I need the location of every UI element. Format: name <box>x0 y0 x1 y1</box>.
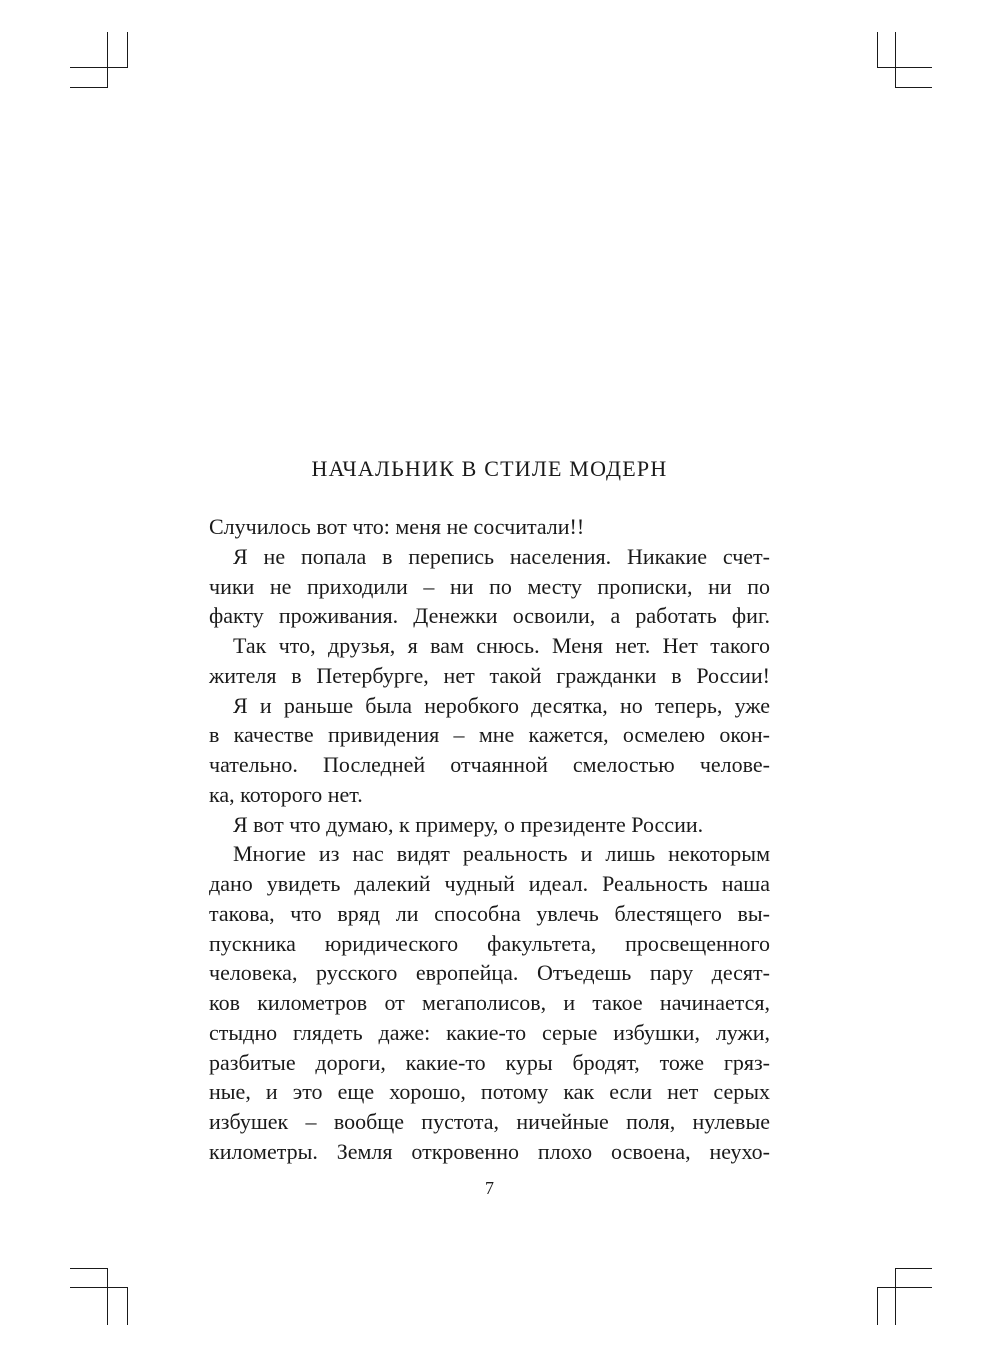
crop-mark-top-left-vertical-outer <box>127 32 128 67</box>
text-line: Случилось вот что: меня не сосчитали!! <box>209 514 585 539</box>
crop-mark-bottom-left-horizontal-outer <box>70 1287 128 1288</box>
text-line: Так что, друзья, я вам снюсь. Меня нет. Нет такого <box>233 633 770 658</box>
body-text <box>209 512 770 1167</box>
text-line: Я не попала в перепись населения. Никакие счет- <box>233 543 770 569</box>
text-line: разбитые дороги, какие-то куры бродят, тоже гряз- <box>209 1049 770 1075</box>
text-line: факту проживания. Денежки освоили, а работать фиг. <box>209 603 770 629</box>
text-line: жителя в Петербурге, нет такой гражданки в России! <box>209 662 770 688</box>
text-line: человека, русского европейца. Отъедешь пару десят- <box>209 960 770 986</box>
crop-mark-top-left-vertical-inner <box>107 32 108 87</box>
crop-mark-bottom-right-horizontal-outer <box>877 1287 932 1288</box>
text-line: ные, и это еще хорошо, потому как если нет серых <box>209 1079 770 1105</box>
text-line: пускника юридического факультета, просвещенного <box>209 930 770 956</box>
crop-mark-bottom-right-vertical-inner <box>895 1268 896 1325</box>
text-line: ка, которого нет. <box>209 781 363 807</box>
text-line: чики не приходили – ни по месту прописки, ни по <box>209 573 770 599</box>
text-line: чательно. Последней отчаянной смелостью челове- <box>209 752 770 777</box>
page-number: 7 <box>485 1178 494 1198</box>
text-line: ков километров от мегаполисов, и такое начинается, <box>209 990 770 1015</box>
crop-mark-bottom-left-vertical-inner <box>107 1268 108 1325</box>
crop-mark-bottom-right-horizontal-inner <box>895 1268 932 1269</box>
text-line: Я и раньше была неробкого десятка, но теперь, уже <box>233 692 770 718</box>
text-line: в качестве привидения – мне кажется, осмелею окон- <box>209 722 770 748</box>
chapter-title: НАЧАЛЬНИК В СТИЛЕ МОДЕРН <box>311 456 668 481</box>
text-line: избушек – вообще пустота, ничейные поля, нулевые <box>209 1109 770 1134</box>
text-line: стыдно глядеть даже: какие-то серые избушки, лужи, <box>209 1019 770 1045</box>
crop-mark-bottom-left-horizontal-inner <box>70 1268 108 1269</box>
crop-mark-top-right-horizontal-outer <box>877 67 932 68</box>
text-line: дано увидеть далекий чудный идеал. Реальность наша <box>209 871 770 896</box>
text-line: Я вот что думаю, к примеру, о президенте России. <box>233 811 704 837</box>
crop-mark-top-right-vertical-inner <box>895 32 896 87</box>
crop-mark-bottom-right-vertical-outer <box>877 1287 878 1325</box>
crop-mark-top-right-vertical-outer <box>877 32 878 67</box>
text-line: такова, что вряд ли способна увлечь блестящего вы- <box>209 900 770 926</box>
text-line: Многие из нас видят реальность и лишь некоторым <box>233 841 770 867</box>
text-line: километры. Земля откровенно плохо освоена, неухо- <box>209 1138 770 1164</box>
crop-mark-top-left-horizontal-outer <box>70 67 128 68</box>
crop-mark-top-left-horizontal-inner <box>70 87 108 88</box>
crop-mark-bottom-left-vertical-outer <box>127 1287 128 1325</box>
crop-mark-top-right-horizontal-inner <box>895 87 932 88</box>
